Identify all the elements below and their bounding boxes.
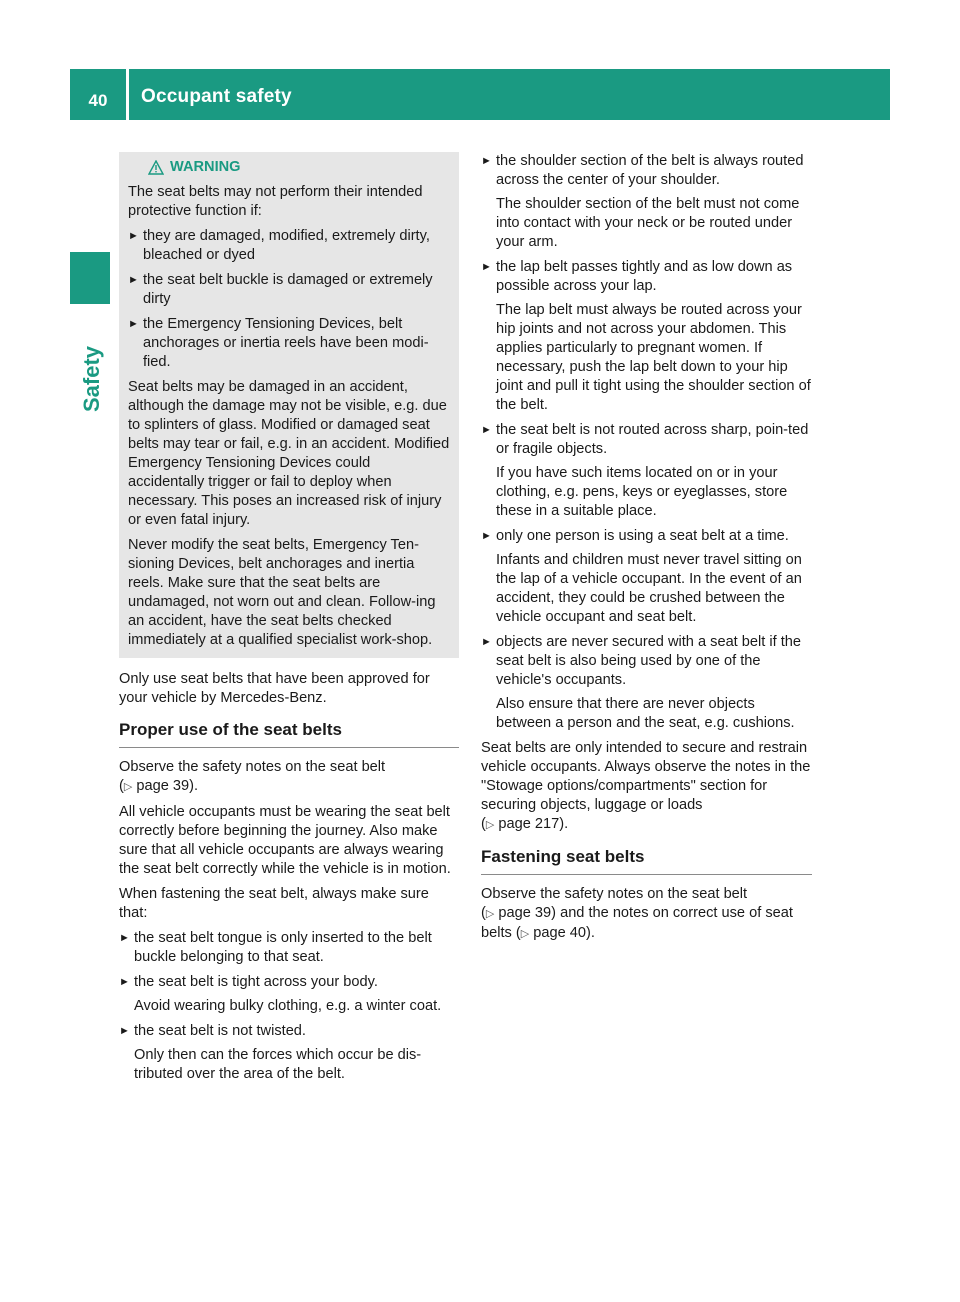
page-ref-icon: ▷ <box>520 928 530 940</box>
warning-paragraph: Seat belts may be damaged in an accident, although the damage may not be visible, e.g. due to splinters of glass. Modified or damaged seat belts may tear or fail, e.g. in an accident. Modified Emergency Tensioning Devices could accidentally trigger or fail to deploy when necessary. This poses an increased risk of injury or even fatal injury. <box>128 379 450 528</box>
warning-box <box>119 152 459 658</box>
list-item <box>481 258 812 415</box>
bullet-icon: ► <box>128 274 139 286</box>
bullet-icon: ► <box>119 976 130 988</box>
list-item-text: the Emergency Tensioning Devices, belt anchorages or inertia reels have been modi-fied. <box>143 316 429 370</box>
list-item <box>119 973 459 1016</box>
list-item <box>481 527 812 627</box>
list-item <box>119 1022 459 1084</box>
bullet-icon: ► <box>128 230 139 242</box>
section-heading: Proper use of the seat belts <box>119 720 459 748</box>
list-item-text: the lap belt passes tightly and as low down as possible across your lap. <box>496 259 793 294</box>
list-item-subtext: If you have such items located on or in your clothing, e.g. pens, keys or eyeglasses, store these in a suitable place. <box>496 465 788 519</box>
list-item <box>481 633 812 733</box>
observe-paragraph: Observe the safety notes on the seat belt (▷ page 39). <box>119 759 386 794</box>
bullet-icon: ► <box>481 155 492 167</box>
side-marker <box>70 252 110 304</box>
list-item-text: they are damaged, modified, extremely dirty, bleached or dyed <box>143 228 430 263</box>
page-ref-link[interactable]: page 217). <box>498 816 569 832</box>
occupants-paragraph: All vehicle occupants must be wearing the seat belt correctly before beginning the journey. Also make sure that all vehicle occupants are always wearing the seat belt correctly while the vehicle is in motion. <box>119 804 451 877</box>
page-ref-icon: ▷ <box>123 781 133 793</box>
list-item-subtext: Avoid wearing bulky clothing, e.g. a winter coat. <box>134 998 442 1014</box>
page-ref-icon: ▷ <box>485 819 495 831</box>
list-item-text: the seat belt buckle is damaged or extremely dirty <box>143 272 433 307</box>
side-tab-label: Safety <box>79 345 104 412</box>
list-item-text: only one person is using a seat belt at a time. <box>496 528 789 544</box>
warning-triangle-icon <box>148 160 164 175</box>
header-separator <box>126 69 129 120</box>
list-item-text: the seat belt tongue is only inserted to the belt buckle belonging to that seat. <box>134 930 432 965</box>
bullet-icon: ► <box>119 1025 130 1037</box>
fasten-paragraph: Observe the safety notes on the seat belt (▷ page 39) and the notes on correct use of seat belts (▷ page 40). <box>481 886 793 941</box>
list-item <box>119 929 459 967</box>
list-item-text: objects are never secured with a seat belt if the seat belt is also being used by one of the vehicle's occupants. <box>496 634 802 688</box>
list-item-text: the seat belt is not routed across sharp, poin-ted or fragile objects. <box>496 422 809 457</box>
bullet-icon: ► <box>481 424 492 436</box>
bullet-icon: ► <box>119 932 130 944</box>
page-ref-link[interactable]: page 39) and the notes on correct use of seat belts ( <box>481 905 793 941</box>
bullet-icon: ► <box>481 530 492 542</box>
list-item-subtext: Only then can the forces which occur be dis-tributed over the area of the belt. <box>134 1047 422 1082</box>
section-heading: Fastening seat belts <box>481 847 812 875</box>
list-item-subtext: The lap belt must always be routed across your hip joints and not across your abdomen. This applies particularly to pregnant women. If necessary, push the lap belt down to your hip joint and pull it tight using the shoulder section of the belt. <box>496 302 811 413</box>
warning-intro: The seat belts may not perform their intended protective function if: <box>128 184 423 219</box>
warning-title: WARNING <box>170 159 241 175</box>
list-item <box>128 227 450 265</box>
page-title: Occupant safety <box>141 86 292 107</box>
list-item-text: the shoulder section of the belt is always routed across the center of your shoulder. <box>496 153 804 188</box>
bullet-icon: ► <box>128 318 139 330</box>
list-item <box>481 152 812 252</box>
list-item-text: the seat belt is not twisted. <box>134 1023 306 1039</box>
list-item <box>481 421 812 521</box>
fastening-paragraph: When fastening the seat belt, always make sure that: <box>119 886 429 921</box>
list-item-subtext: Infants and children must never travel sitting on the lap of a vehicle occupant. In the event of an accident, they could be crushed between the vehicle occupant and seat belt. <box>496 552 802 625</box>
approved-paragraph: Only use seat belts that have been approved for your vehicle by Mercedes-Benz. <box>119 671 430 706</box>
bullet-icon: ► <box>481 636 492 648</box>
list-item-text: the seat belt is tight across your body. <box>134 974 378 990</box>
list-item <box>128 315 450 372</box>
page-ref-link[interactable]: page 40). <box>533 925 595 941</box>
bullet-icon: ► <box>481 261 492 273</box>
list-item-subtext: Also ensure that there are never objects between a person and the seat, e.g. cushions. <box>496 696 795 731</box>
page-number: 40 <box>88 90 108 110</box>
left-column <box>119 152 459 1090</box>
warning-paragraph: Never modify the seat belts, Emergency Ten-sioning Devices, belt anchorages and inertia reels. Make sure that the seat belts are undamaged, not worn out and clean. Follow-ing an accident, have the seat belts checked immediately at a qualified specialist work-shop. <box>128 537 436 648</box>
page-ref-link[interactable]: page 39). <box>136 778 199 794</box>
warning-heading <box>128 158 450 177</box>
list-item-subtext: The shoulder section of the belt must not come into contact with your neck or be routed under your arm. <box>496 196 800 250</box>
right-column <box>481 152 812 950</box>
page-ref-icon: ▷ <box>485 908 495 920</box>
restrain-paragraph: Seat belts are only intended to secure and restrain vehicle occupants. Always observe the notes in the "Stowage options/compartments" section for securing objects, luggage or loads (▷ page 217). <box>481 740 811 832</box>
list-item <box>128 271 450 309</box>
